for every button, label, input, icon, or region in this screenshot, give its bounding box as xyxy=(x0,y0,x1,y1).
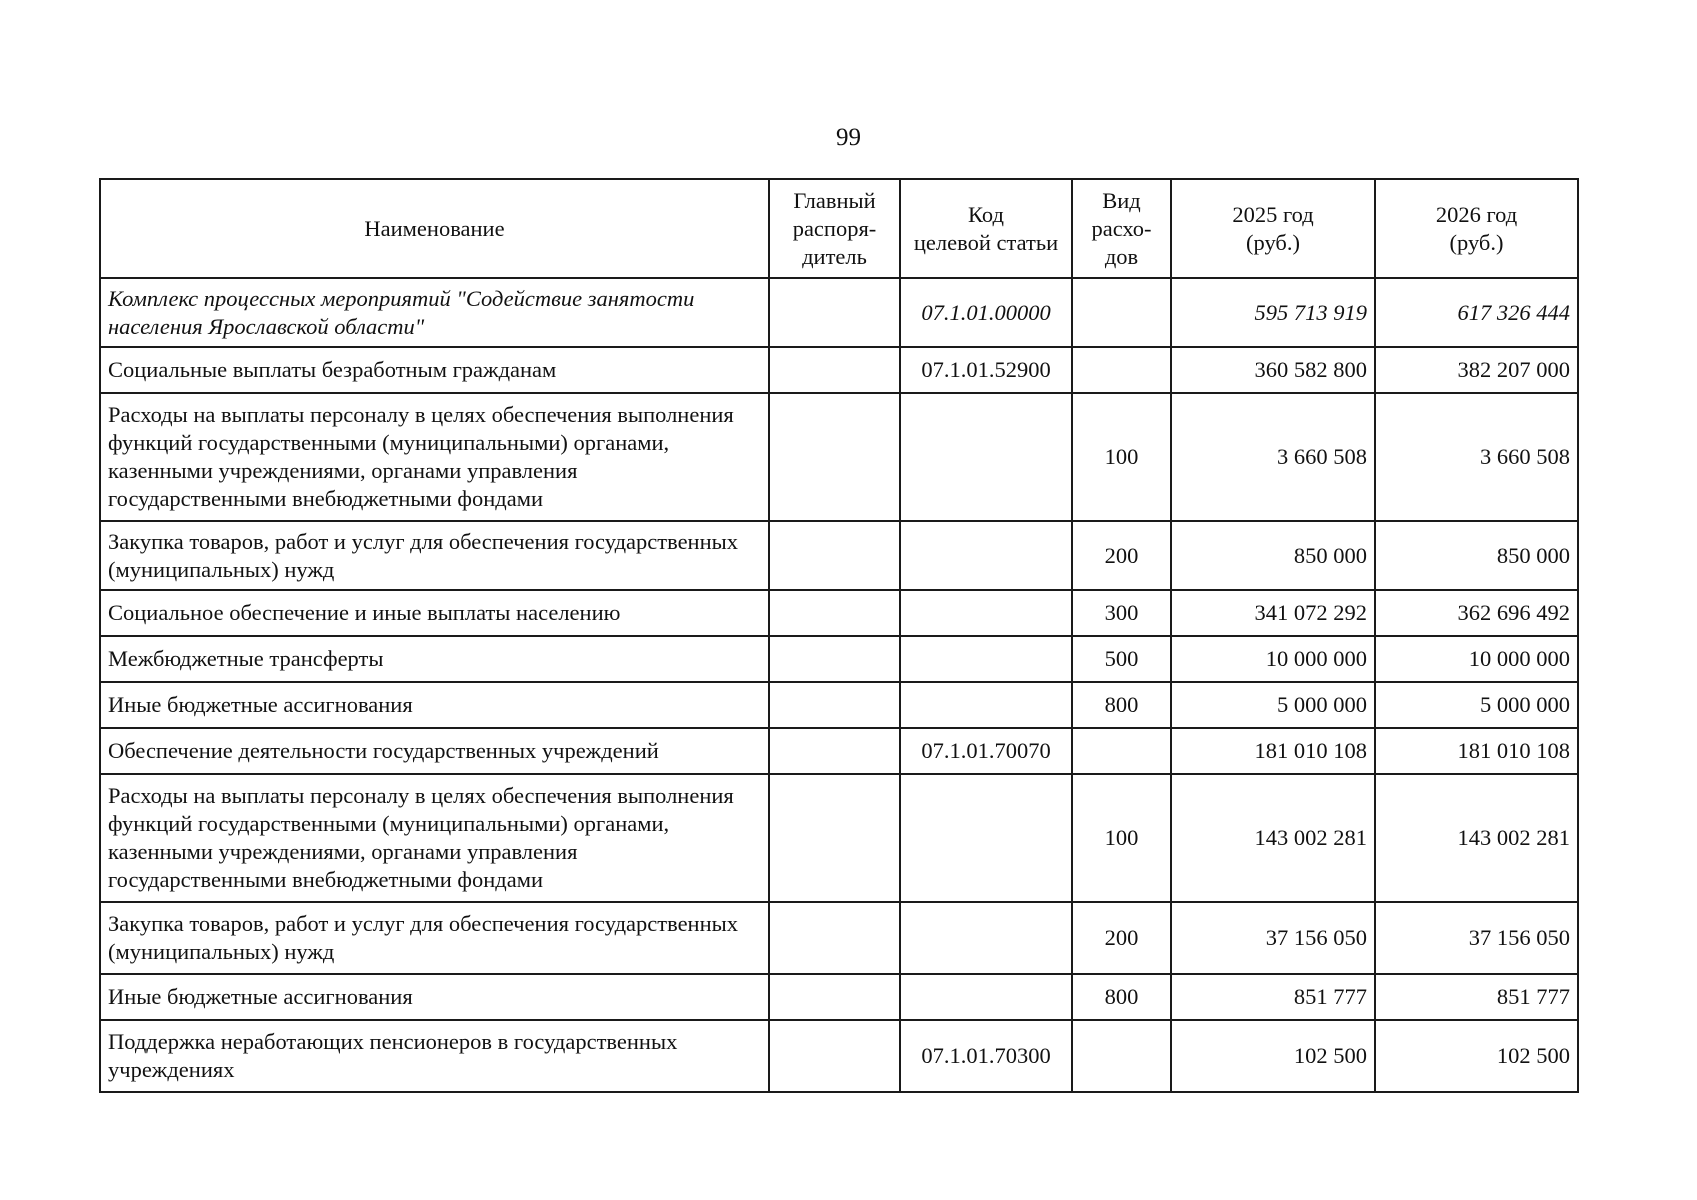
row-type: 200 xyxy=(1072,521,1171,590)
row-code xyxy=(900,521,1072,590)
row-code xyxy=(900,636,1072,682)
row-name: Социальное обеспечение и иные выплаты населению xyxy=(100,590,769,636)
row-chief xyxy=(769,347,900,393)
row-chief xyxy=(769,682,900,728)
table-row xyxy=(100,636,1578,682)
table-row xyxy=(100,521,1578,590)
row-type: 500 xyxy=(1072,636,1171,682)
row-type: 100 xyxy=(1072,774,1171,902)
row-name: Иные бюджетные ассигнования xyxy=(100,682,769,728)
header-type-line3: дов xyxy=(1104,243,1139,269)
row-chief xyxy=(769,393,900,521)
row-chief xyxy=(769,521,900,590)
header-year-2026 xyxy=(1375,179,1578,278)
header-2026-line1: 2026 год xyxy=(1435,201,1518,227)
row-type xyxy=(1072,1020,1171,1092)
row-name: Межбюджетные трансферты xyxy=(100,636,769,682)
header-year-2025 xyxy=(1171,179,1375,278)
table-row xyxy=(100,774,1578,902)
budget-table xyxy=(99,178,1579,1093)
row-code: 07.1.01.00000 xyxy=(900,278,1072,347)
table-header-row xyxy=(100,179,1578,278)
header-code-line1: Код xyxy=(968,201,1004,227)
page-number: 99 xyxy=(836,124,861,151)
table-row xyxy=(100,393,1578,521)
header-target-code xyxy=(900,179,1072,278)
header-2026-line2: (руб.) xyxy=(1449,229,1504,255)
table-row xyxy=(100,590,1578,636)
table-row xyxy=(100,728,1578,774)
row-2025: 102 500 xyxy=(1171,1020,1375,1092)
table-row xyxy=(100,347,1578,393)
header-2025-line1: 2025 год xyxy=(1232,201,1314,227)
row-name: Расходы на выплаты персоналу в целях обеспечения выполнения функций государственными (муниципальными) органами, казенными учреждениями, органами управления государственными внебюджетными фондами xyxy=(100,393,769,521)
header-chief-line1: Главный xyxy=(793,187,876,213)
table-row xyxy=(100,1020,1578,1092)
row-2026: 850 000 xyxy=(1375,521,1578,590)
row-2025: 851 777 xyxy=(1171,974,1375,1020)
row-type: 100 xyxy=(1072,393,1171,521)
row-2026: 617 326 444 xyxy=(1375,278,1578,347)
row-2025: 360 582 800 xyxy=(1171,347,1375,393)
header-2025-line2: (руб.) xyxy=(1246,229,1300,255)
row-code xyxy=(900,902,1072,974)
row-name: Поддержка неработающих пенсионеров в государственных учреждениях xyxy=(100,1020,769,1092)
row-chief xyxy=(769,774,900,902)
row-code: 07.1.01.70070 xyxy=(900,728,1072,774)
row-name: Закупка товаров, работ и услуг для обеспечения государственных (муниципальных) нужд xyxy=(100,521,769,590)
row-type: 800 xyxy=(1072,682,1171,728)
header-code-line2: целевой статьи xyxy=(913,229,1059,255)
row-chief xyxy=(769,974,900,1020)
row-2025: 5 000 000 xyxy=(1171,682,1375,728)
header-chief-line3: дитель xyxy=(802,243,867,269)
row-type xyxy=(1072,728,1171,774)
row-name: Обеспечение деятельности государственных учреждений xyxy=(100,728,769,774)
row-code xyxy=(900,393,1072,521)
row-name: Расходы на выплаты персоналу в целях обеспечения выполнения функций государственными (муниципальными) органами, казенными учреждениями, органами управления государственными внебюджетными фондами xyxy=(100,774,769,902)
row-code xyxy=(900,682,1072,728)
row-2026: 181 010 108 xyxy=(1375,728,1578,774)
row-type xyxy=(1072,278,1171,347)
table-row xyxy=(100,902,1578,974)
row-2025: 3 660 508 xyxy=(1171,393,1375,521)
row-chief xyxy=(769,902,900,974)
row-2026: 10 000 000 xyxy=(1375,636,1578,682)
row-2026: 382 207 000 xyxy=(1375,347,1578,393)
table-row xyxy=(100,278,1578,347)
header-type-line1: Вид xyxy=(1102,187,1141,213)
row-2026: 5 000 000 xyxy=(1375,682,1578,728)
table-row xyxy=(100,682,1578,728)
row-2025: 850 000 xyxy=(1171,521,1375,590)
table-row xyxy=(100,974,1578,1020)
header-chief-manager xyxy=(769,179,900,278)
row-type: 800 xyxy=(1072,974,1171,1020)
row-type: 200 xyxy=(1072,902,1171,974)
row-2026: 851 777 xyxy=(1375,974,1578,1020)
row-chief xyxy=(769,728,900,774)
row-type xyxy=(1072,347,1171,393)
row-name: Иные бюджетные ассигнования xyxy=(100,974,769,1020)
row-name: Закупка товаров, работ и услуг для обеспечения государственных (муниципальных) нужд xyxy=(100,902,769,974)
row-2025: 10 000 000 xyxy=(1171,636,1375,682)
row-name: Комплекс процессных мероприятий "Содействие занятости населения Ярославской области" xyxy=(100,278,769,347)
row-type: 300 xyxy=(1072,590,1171,636)
row-2025: 341 072 292 xyxy=(1171,590,1375,636)
row-2026: 3 660 508 xyxy=(1375,393,1578,521)
row-code xyxy=(900,590,1072,636)
header-name xyxy=(100,179,769,278)
row-code xyxy=(900,774,1072,902)
row-chief xyxy=(769,278,900,347)
row-code: 07.1.01.70300 xyxy=(900,1020,1072,1092)
row-2025: 181 010 108 xyxy=(1171,728,1375,774)
row-chief xyxy=(769,1020,900,1092)
header-chief-line2: распоря- xyxy=(792,215,877,241)
header-name-text: Наименование xyxy=(364,215,505,241)
row-2026: 37 156 050 xyxy=(1375,902,1578,974)
row-2025: 37 156 050 xyxy=(1171,902,1375,974)
row-chief xyxy=(769,590,900,636)
row-chief xyxy=(769,636,900,682)
row-code xyxy=(900,974,1072,1020)
row-code: 07.1.01.52900 xyxy=(900,347,1072,393)
row-2026: 143 002 281 xyxy=(1375,774,1578,902)
row-2025: 143 002 281 xyxy=(1171,774,1375,902)
row-name: Социальные выплаты безработным гражданам xyxy=(100,347,769,393)
header-type-line2: расхо- xyxy=(1091,215,1152,241)
row-2026: 102 500 xyxy=(1375,1020,1578,1092)
row-2026: 362 696 492 xyxy=(1375,590,1578,636)
header-expense-type xyxy=(1072,179,1171,278)
row-2025: 595 713 919 xyxy=(1171,278,1375,347)
